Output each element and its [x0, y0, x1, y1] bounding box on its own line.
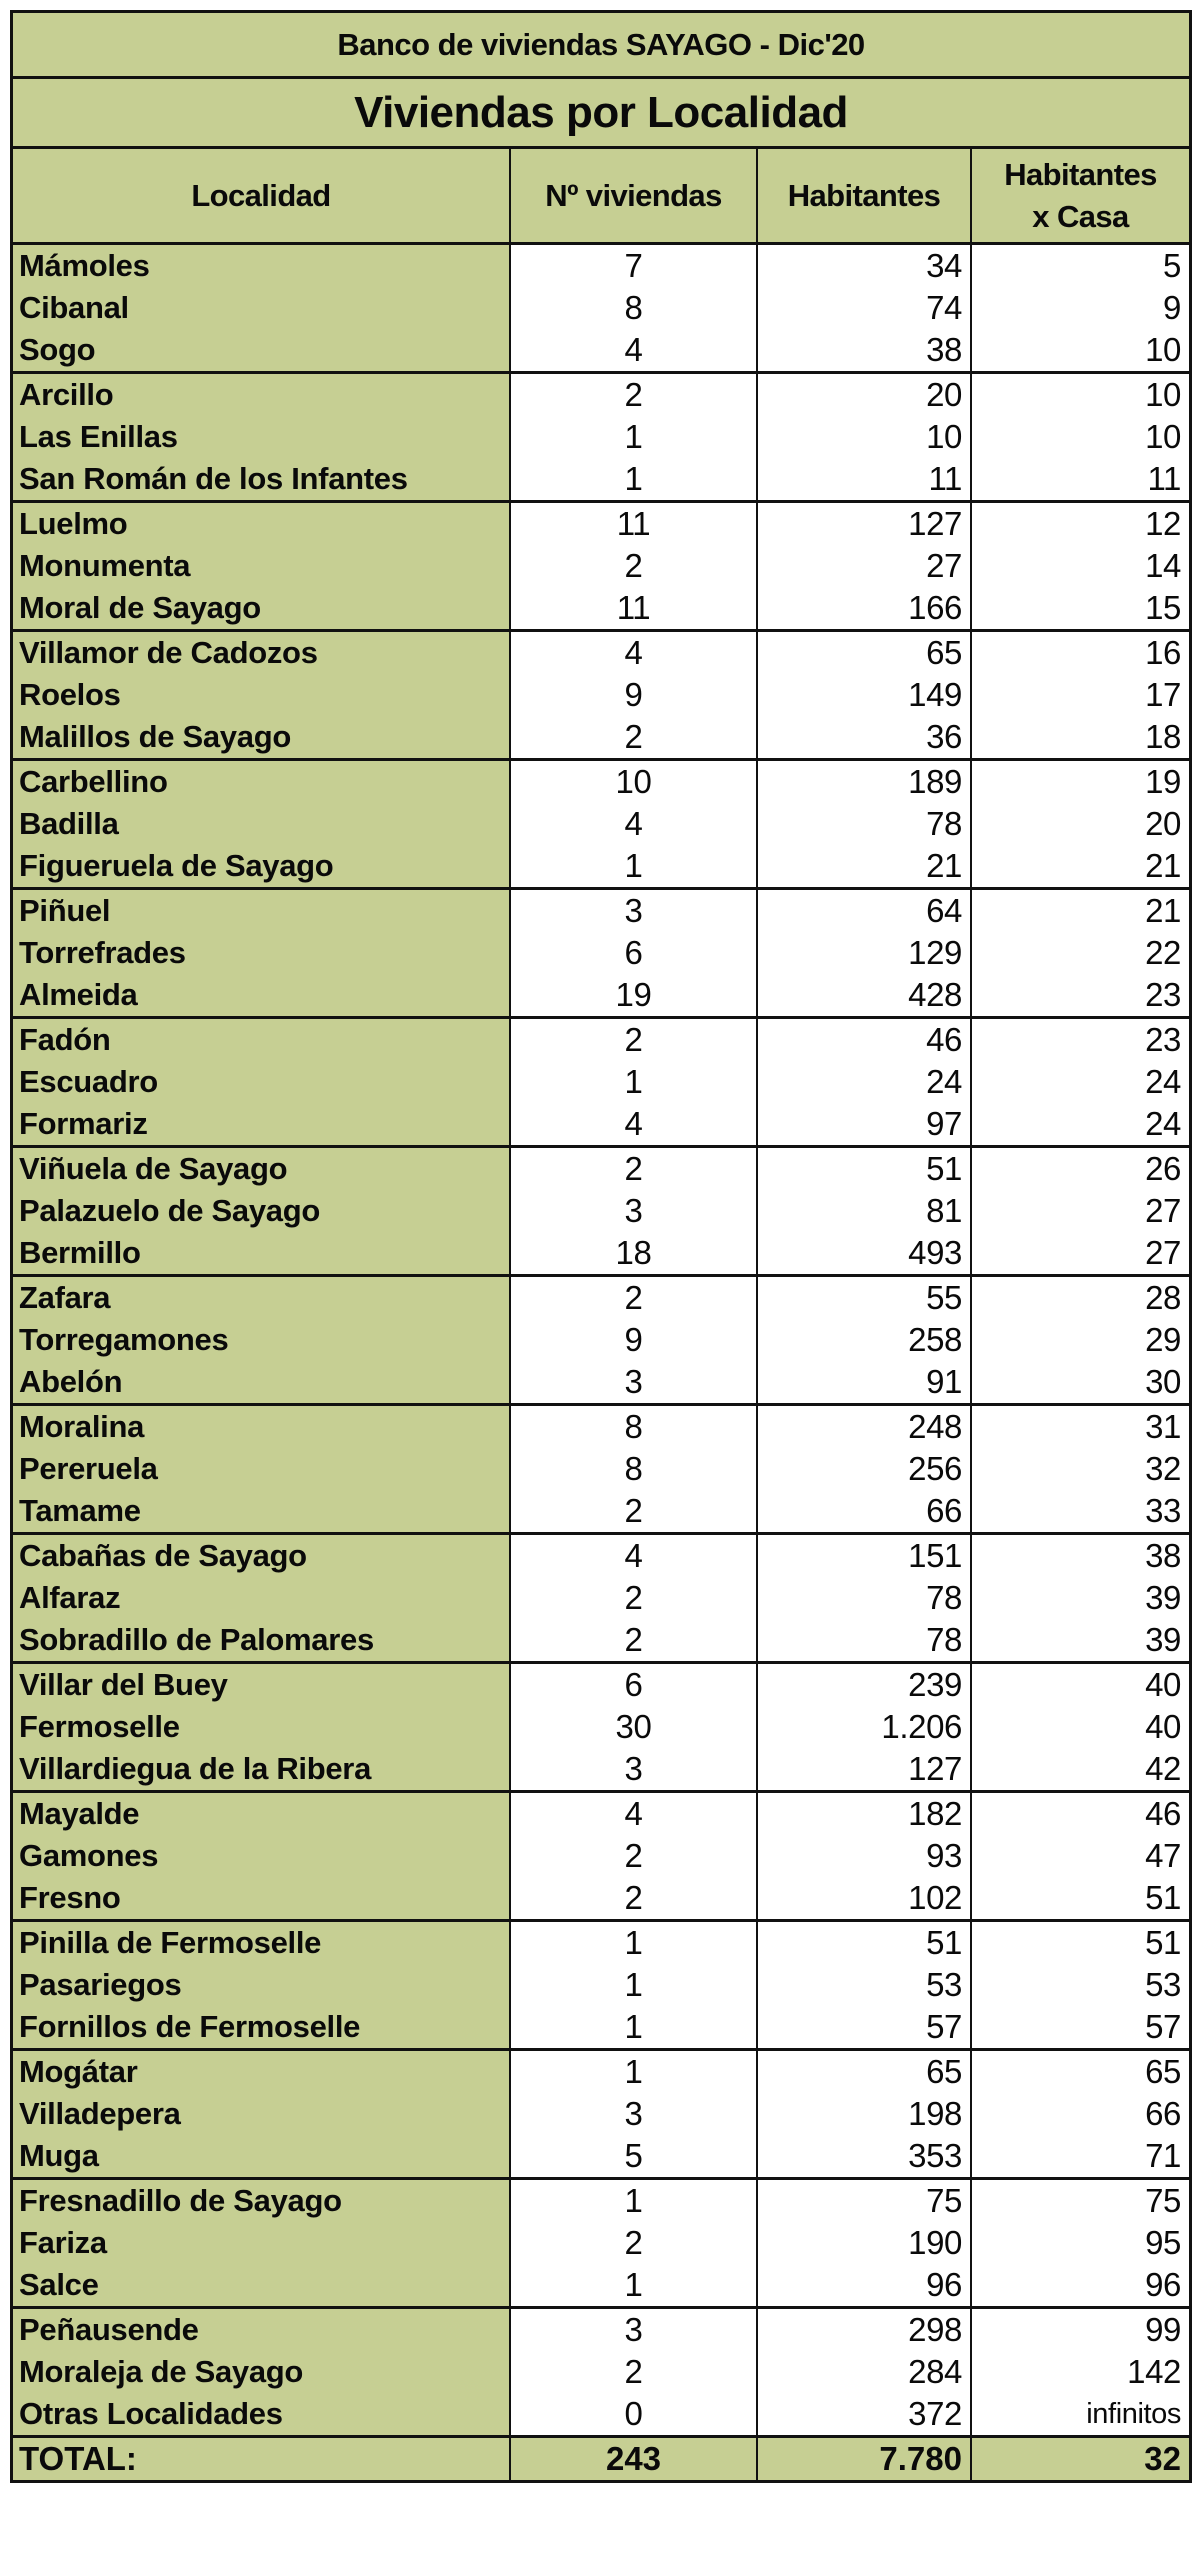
cell-viviendas: 4 [511, 632, 758, 674]
table-row [13, 1748, 1189, 1790]
table-row [13, 2309, 1189, 2351]
table-row [13, 374, 1189, 416]
cell-localidad: Villardiegua de la Ribera [13, 1748, 511, 1790]
cell-habitantes: 372 [758, 2393, 972, 2435]
cell-localidad: Torregamones [13, 1319, 511, 1361]
cell-hab-casa: 23 [972, 974, 1189, 1016]
cell-habitantes: 127 [758, 503, 972, 545]
table-row [13, 1061, 1189, 1103]
row-group [13, 374, 1189, 503]
cell-localidad: Badilla [13, 803, 511, 845]
cell-localidad: Mogátar [13, 2051, 511, 2093]
col-header-habitantes: Habitantes [758, 149, 972, 242]
cell-localidad: Formariz [13, 1103, 511, 1145]
cell-viviendas: 8 [511, 1406, 758, 1448]
cell-localidad: Escuadro [13, 1061, 511, 1103]
cell-habitantes: 75 [758, 2180, 972, 2222]
table-row [13, 1535, 1189, 1577]
cell-viviendas: 1 [511, 2180, 758, 2222]
cell-hab-casa: 53 [972, 1964, 1189, 2006]
cell-habitantes: 298 [758, 2309, 972, 2351]
cell-localidad: Almeida [13, 974, 511, 1016]
cell-viviendas: 0 [511, 2393, 758, 2435]
cell-habitantes: 96 [758, 2264, 972, 2306]
cell-viviendas: 3 [511, 890, 758, 932]
cell-viviendas: 8 [511, 287, 758, 329]
cell-hab-casa: 26 [972, 1148, 1189, 1190]
table-row [13, 2135, 1189, 2177]
table-row [13, 1922, 1189, 1964]
cell-viviendas: 1 [511, 845, 758, 887]
cell-viviendas: 10 [511, 761, 758, 803]
cell-localidad: Alfaraz [13, 1577, 511, 1619]
table-row [13, 632, 1189, 674]
cell-habitantes: 198 [758, 2093, 972, 2135]
row-group [13, 1922, 1189, 2051]
cell-viviendas: 11 [511, 587, 758, 629]
cell-viviendas: 1 [511, 416, 758, 458]
table-row [13, 716, 1189, 758]
cell-localidad: Moral de Sayago [13, 587, 511, 629]
cell-localidad: Fornillos de Fermoselle [13, 2006, 511, 2048]
cell-localidad: Fresnadillo de Sayago [13, 2180, 511, 2222]
cell-habitantes: 428 [758, 974, 972, 1016]
row-group [13, 1406, 1189, 1535]
cell-localidad: Arcillo [13, 374, 511, 416]
cell-localidad: Mayalde [13, 1793, 511, 1835]
table-row [13, 1319, 1189, 1361]
table-row [13, 1448, 1189, 1490]
cell-localidad: Peñausende [13, 2309, 511, 2351]
table-row [13, 803, 1189, 845]
cell-viviendas: 2 [511, 1148, 758, 1190]
cell-localidad: Salce [13, 2264, 511, 2306]
cell-hab-casa: 51 [972, 1922, 1189, 1964]
table-row [13, 1190, 1189, 1232]
table-subtitle: Viviendas por Localidad [13, 79, 1189, 149]
cell-habitantes: 21 [758, 845, 972, 887]
table-row [13, 932, 1189, 974]
table-row [13, 1406, 1189, 1448]
cell-viviendas: 3 [511, 2093, 758, 2135]
cell-hab-casa: 24 [972, 1061, 1189, 1103]
cell-hab-casa: 10 [972, 329, 1189, 371]
col-header-habitantes-x-casa [972, 149, 1189, 242]
cell-habitantes: 78 [758, 1577, 972, 1619]
cell-hab-casa: 27 [972, 1232, 1189, 1274]
table-row [13, 1277, 1189, 1319]
cell-habitantes: 53 [758, 1964, 972, 2006]
cell-habitantes: 256 [758, 1448, 972, 1490]
table-row [13, 2264, 1189, 2306]
table-body [13, 245, 1189, 2438]
col-header-hab-casa-line1: Habitantes [1004, 156, 1157, 192]
row-group [13, 2180, 1189, 2309]
total-hab-casa: 32 [1144, 2440, 1181, 2477]
row-group [13, 1793, 1189, 1922]
cell-habitantes: 353 [758, 2135, 972, 2177]
cell-viviendas: 19 [511, 974, 758, 1016]
table-row [13, 1490, 1189, 1532]
cell-habitantes: 1.206 [758, 1706, 972, 1748]
cell-hab-casa: 5 [972, 245, 1189, 287]
cell-localidad: Fresno [13, 1877, 511, 1919]
cell-habitantes: 57 [758, 2006, 972, 2048]
cell-localidad: Villar del Buey [13, 1664, 511, 1706]
cell-hab-casa: 28 [972, 1277, 1189, 1319]
table-row [13, 674, 1189, 716]
row-group [13, 632, 1189, 761]
cell-viviendas: 3 [511, 1190, 758, 1232]
cell-viviendas: 9 [511, 1319, 758, 1361]
total-row [13, 2438, 1189, 2480]
cell-habitantes: 102 [758, 1877, 972, 1919]
cell-habitantes: 36 [758, 716, 972, 758]
cell-viviendas: 4 [511, 1535, 758, 1577]
cell-habitantes: 78 [758, 1619, 972, 1661]
cell-viviendas: 2 [511, 1577, 758, 1619]
cell-habitantes: 493 [758, 1232, 972, 1274]
cell-localidad: Moraleja de Sayago [13, 2351, 511, 2393]
table-row [13, 761, 1189, 803]
cell-habitantes: 51 [758, 1148, 972, 1190]
cell-hab-casa: 39 [972, 1619, 1189, 1661]
cell-localidad: Cibanal [13, 287, 511, 329]
cell-localidad: Figueruela de Sayago [13, 845, 511, 887]
cell-habitantes: 66 [758, 1490, 972, 1532]
cell-habitantes: 248 [758, 1406, 972, 1448]
cell-viviendas: 7 [511, 245, 758, 287]
table-row [13, 1019, 1189, 1061]
cell-habitantes: 46 [758, 1019, 972, 1061]
cell-hab-casa: 31 [972, 1406, 1189, 1448]
table-row [13, 2180, 1189, 2222]
cell-habitantes: 55 [758, 1277, 972, 1319]
cell-localidad: Torrefrades [13, 932, 511, 974]
cell-habitantes: 51 [758, 1922, 972, 1964]
cell-viviendas: 1 [511, 1922, 758, 1964]
cell-hab-casa: 12 [972, 503, 1189, 545]
table-row [13, 587, 1189, 629]
table-row [13, 1835, 1189, 1877]
cell-viviendas: 11 [511, 503, 758, 545]
row-group [13, 1664, 1189, 1793]
cell-localidad: Pasariegos [13, 1964, 511, 2006]
table-row [13, 890, 1189, 932]
cell-habitantes: 81 [758, 1190, 972, 1232]
row-group [13, 245, 1189, 374]
cell-hab-casa: 10 [972, 416, 1189, 458]
table-row [13, 287, 1189, 329]
row-group [13, 1277, 1189, 1406]
cell-habitantes: 20 [758, 374, 972, 416]
cell-hab-casa: 21 [972, 890, 1189, 932]
cell-localidad: Mámoles [13, 245, 511, 287]
cell-localidad: Cabañas de Sayago [13, 1535, 511, 1577]
table-row [13, 2393, 1189, 2435]
cell-habitantes: 74 [758, 287, 972, 329]
table-row [13, 2222, 1189, 2264]
cell-viviendas: 8 [511, 1448, 758, 1490]
table-row [13, 329, 1189, 371]
cell-viviendas: 2 [511, 2351, 758, 2393]
cell-hab-casa: 42 [972, 1748, 1189, 1790]
table-row [13, 416, 1189, 458]
cell-habitantes: 93 [758, 1835, 972, 1877]
cell-localidad: Villadepera [13, 2093, 511, 2135]
cell-viviendas: 2 [511, 374, 758, 416]
table-row [13, 545, 1189, 587]
cell-viviendas: 1 [511, 1964, 758, 2006]
row-group [13, 503, 1189, 632]
row-group [13, 2309, 1189, 2438]
table-title: Banco de viviendas SAYAGO - Dic'20 [13, 13, 1189, 79]
cell-habitantes: 78 [758, 803, 972, 845]
cell-habitantes: 258 [758, 1319, 972, 1361]
cell-viviendas: 4 [511, 1103, 758, 1145]
cell-localidad: Sobradillo de Palomares [13, 1619, 511, 1661]
cell-habitantes: 27 [758, 545, 972, 587]
cell-localidad: Pinilla de Fermoselle [13, 1922, 511, 1964]
cell-hab-casa: 71 [972, 2135, 1189, 2177]
cell-hab-casa: 40 [972, 1706, 1189, 1748]
row-group [13, 761, 1189, 890]
cell-localidad: Monumenta [13, 545, 511, 587]
row-group [13, 1148, 1189, 1277]
cell-viviendas: 6 [511, 932, 758, 974]
cell-habitantes: 38 [758, 329, 972, 371]
row-group [13, 2051, 1189, 2180]
table-row [13, 2051, 1189, 2093]
cell-localidad: Otras Localidades [13, 2393, 511, 2435]
cell-localidad: Piñuel [13, 890, 511, 932]
cell-hab-casa: infinitos [972, 2393, 1189, 2435]
table-row [13, 1577, 1189, 1619]
table-row [13, 1232, 1189, 1274]
cell-habitantes: 190 [758, 2222, 972, 2264]
cell-hab-casa: 27 [972, 1190, 1189, 1232]
cell-hab-casa: 46 [972, 1793, 1189, 1835]
cell-localidad: Luelmo [13, 503, 511, 545]
cell-habitantes: 127 [758, 1748, 972, 1790]
cell-localidad: Pereruela [13, 1448, 511, 1490]
cell-hab-casa: 10 [972, 374, 1189, 416]
housing-table [10, 10, 1192, 2483]
cell-localidad: Zafara [13, 1277, 511, 1319]
cell-hab-casa: 19 [972, 761, 1189, 803]
cell-localidad: Fariza [13, 2222, 511, 2264]
table-row [13, 845, 1189, 887]
cell-viviendas: 9 [511, 674, 758, 716]
cell-viviendas: 2 [511, 2222, 758, 2264]
cell-hab-casa: 11 [972, 458, 1189, 500]
cell-habitantes: 10 [758, 416, 972, 458]
cell-viviendas: 4 [511, 329, 758, 371]
table-row [13, 1706, 1189, 1748]
cell-hab-casa: 15 [972, 587, 1189, 629]
cell-habitantes: 34 [758, 245, 972, 287]
table-row [13, 245, 1189, 287]
cell-viviendas: 1 [511, 458, 758, 500]
cell-viviendas: 4 [511, 1793, 758, 1835]
cell-localidad: Viñuela de Sayago [13, 1148, 511, 1190]
cell-localidad: Las Enillas [13, 416, 511, 458]
cell-hab-casa: 22 [972, 932, 1189, 974]
cell-viviendas: 1 [511, 2264, 758, 2306]
table-row [13, 1793, 1189, 1835]
cell-hab-casa: 40 [972, 1664, 1189, 1706]
cell-localidad: Fermoselle [13, 1706, 511, 1748]
cell-viviendas: 30 [511, 1706, 758, 1748]
cell-hab-casa: 14 [972, 545, 1189, 587]
cell-viviendas: 6 [511, 1664, 758, 1706]
cell-habitantes: 239 [758, 1664, 972, 1706]
cell-hab-casa: 20 [972, 803, 1189, 845]
cell-hab-casa: 23 [972, 1019, 1189, 1061]
table-row [13, 1877, 1189, 1919]
cell-localidad: Gamones [13, 1835, 511, 1877]
cell-viviendas: 2 [511, 545, 758, 587]
cell-viviendas: 3 [511, 1361, 758, 1403]
cell-localidad: Villamor de Cadozos [13, 632, 511, 674]
cell-hab-casa: 51 [972, 1877, 1189, 1919]
cell-localidad: Muga [13, 2135, 511, 2177]
col-header-hab-casa-line2: x Casa [1032, 198, 1129, 234]
table-row [13, 974, 1189, 1016]
cell-hab-casa: 16 [972, 632, 1189, 674]
cell-viviendas: 2 [511, 1277, 758, 1319]
cell-viviendas: 1 [511, 1061, 758, 1103]
cell-localidad: Fadón [13, 1019, 511, 1061]
cell-viviendas: 2 [511, 1490, 758, 1532]
table-row [13, 458, 1189, 500]
cell-localidad: Roelos [13, 674, 511, 716]
cell-hab-casa: 65 [972, 2051, 1189, 2093]
cell-viviendas: 2 [511, 1835, 758, 1877]
cell-habitantes: 91 [758, 1361, 972, 1403]
row-group [13, 1535, 1189, 1664]
table-row [13, 503, 1189, 545]
table-row [13, 2351, 1189, 2393]
cell-hab-casa: 75 [972, 2180, 1189, 2222]
cell-habitantes: 182 [758, 1793, 972, 1835]
column-header-row [13, 149, 1189, 245]
col-header-viviendas: Nº viviendas [511, 149, 758, 242]
cell-hab-casa: 30 [972, 1361, 1189, 1403]
cell-viviendas: 1 [511, 2051, 758, 2093]
total-label: TOTAL: [13, 2438, 511, 2480]
cell-habitantes: 129 [758, 932, 972, 974]
cell-hab-casa: 47 [972, 1835, 1189, 1877]
cell-hab-casa: 142 [972, 2351, 1189, 2393]
cell-habitantes: 189 [758, 761, 972, 803]
table-row [13, 2093, 1189, 2135]
cell-viviendas: 3 [511, 2309, 758, 2351]
cell-habitantes: 11 [758, 458, 972, 500]
cell-habitantes: 149 [758, 674, 972, 716]
cell-viviendas: 2 [511, 1877, 758, 1919]
cell-hab-casa: 21 [972, 845, 1189, 887]
table-row [13, 1664, 1189, 1706]
cell-viviendas: 3 [511, 1748, 758, 1790]
cell-localidad: Moralina [13, 1406, 511, 1448]
cell-viviendas: 2 [511, 1619, 758, 1661]
table-row [13, 1964, 1189, 2006]
cell-hab-casa: 33 [972, 1490, 1189, 1532]
cell-hab-casa: 9 [972, 287, 1189, 329]
col-header-localidad: Localidad [13, 149, 511, 242]
cell-localidad: Bermillo [13, 1232, 511, 1274]
total-habitantes: 7.780 [758, 2438, 972, 2480]
cell-viviendas: 18 [511, 1232, 758, 1274]
cell-hab-casa: 29 [972, 1319, 1189, 1361]
cell-hab-casa: 38 [972, 1535, 1189, 1577]
cell-hab-casa: 18 [972, 716, 1189, 758]
cell-localidad: Tamame [13, 1490, 511, 1532]
cell-localidad: Palazuelo de Sayago [13, 1190, 511, 1232]
cell-hab-casa: 39 [972, 1577, 1189, 1619]
cell-hab-casa: 99 [972, 2309, 1189, 2351]
table-row [13, 1103, 1189, 1145]
cell-habitantes: 24 [758, 1061, 972, 1103]
table-row [13, 1148, 1189, 1190]
cell-hab-casa: 96 [972, 2264, 1189, 2306]
cell-localidad: Sogo [13, 329, 511, 371]
cell-habitantes: 65 [758, 2051, 972, 2093]
cell-localidad: Carbellino [13, 761, 511, 803]
cell-hab-casa: 17 [972, 674, 1189, 716]
table-row [13, 1619, 1189, 1661]
cell-localidad: Malillos de Sayago [13, 716, 511, 758]
cell-habitantes: 97 [758, 1103, 972, 1145]
cell-habitantes: 64 [758, 890, 972, 932]
total-viviendas: 243 [511, 2438, 758, 2480]
cell-localidad: Abelón [13, 1361, 511, 1403]
table-row [13, 1361, 1189, 1403]
row-group [13, 1019, 1189, 1148]
cell-hab-casa: 66 [972, 2093, 1189, 2135]
cell-viviendas: 4 [511, 803, 758, 845]
cell-viviendas: 2 [511, 1019, 758, 1061]
cell-hab-casa: 57 [972, 2006, 1189, 2048]
cell-hab-casa: 24 [972, 1103, 1189, 1145]
cell-habitantes: 284 [758, 2351, 972, 2393]
cell-viviendas: 2 [511, 716, 758, 758]
cell-viviendas: 1 [511, 2006, 758, 2048]
cell-habitantes: 65 [758, 632, 972, 674]
table-row [13, 2006, 1189, 2048]
cell-viviendas: 5 [511, 2135, 758, 2177]
row-group [13, 890, 1189, 1019]
cell-localidad: San Román de los Infantes [13, 458, 511, 500]
cell-habitantes: 166 [758, 587, 972, 629]
cell-habitantes: 151 [758, 1535, 972, 1577]
cell-hab-casa: 32 [972, 1448, 1189, 1490]
cell-hab-casa: 95 [972, 2222, 1189, 2264]
